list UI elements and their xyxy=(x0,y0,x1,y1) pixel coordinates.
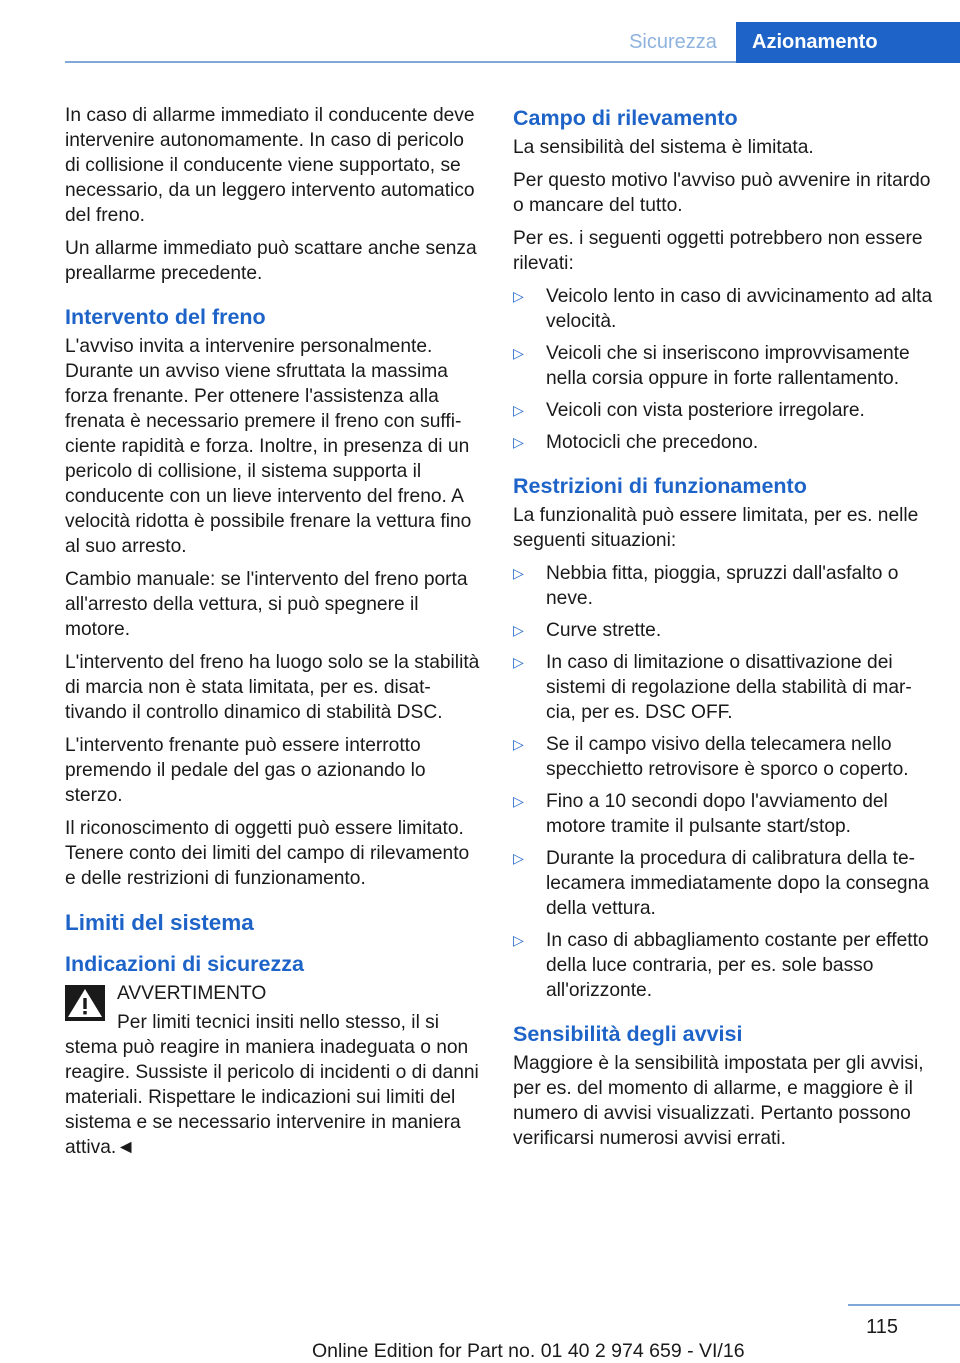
paragraph-allarme-immediato: In caso di allarme immediato il conducente deve intervenire autonomamente. In caso di pericolo di collisione il conducente viene supportato, se necessario, da un leggero intervento automatico del freno. xyxy=(65,105,475,226)
triangle-right-icon: ▷ xyxy=(513,288,524,304)
paragraph-riconoscimento: Il riconoscimento di oggetti può essere limitato. Tenere conto dei limiti del campo di rilevamento e delle restrizioni di funzionamento. xyxy=(65,818,470,889)
paragraph-cambio-manuale: Cambio manuale: se l'intervento del freno porta all'arresto della vettura, si può spegnere il motore. xyxy=(65,569,468,640)
right-column xyxy=(513,103,933,1159)
page-number: 115 xyxy=(866,1316,898,1338)
tab-azionamento[interactable]: Azionamento xyxy=(736,22,960,63)
list-item: ▷ Veicoli che si inseriscono improvvisamente nella corsia oppure in forte rallentamento. xyxy=(513,343,910,389)
paragraph-sensibilita-limitata: La sensibilità del sistema è limitata. xyxy=(513,137,814,158)
heading-restrizioni-funzionamento: Restrizioni di funzionamento xyxy=(513,474,807,498)
paragraph-funzionalita: La funzionalità può essere limitata, per es. nelle seguenti situazioni: xyxy=(513,505,919,551)
heading-intervento-freno: Intervento del freno xyxy=(65,305,266,329)
triangle-right-icon: ▷ xyxy=(513,850,524,866)
heading-campo-rilevamento: Campo di rilevamento xyxy=(513,106,738,130)
paragraph-avviso-ritardo: Per questo motivo l'avviso può avvenire in ritardo o mancare del tutto. xyxy=(513,170,931,216)
warning-lead: Per limiti tecnici insiti nello stesso, il si xyxy=(117,1012,440,1033)
paragraph-interrotto: L'intervento frenante può essere interrotto premendo il pedale del gas o azionando lo sterzo. xyxy=(65,735,426,806)
paragraph-stabilita: L'intervento del freno ha luogo solo se la stabilità di marcia non è stata limitata, per es. disattivando il controllo dinamico di stabilità DSC. xyxy=(65,652,480,723)
triangle-right-icon: ▷ xyxy=(513,793,524,809)
triangle-right-icon: ▷ xyxy=(513,622,524,638)
list-item: ▷ Veicoli con vista posteriore irregolare. xyxy=(513,400,865,421)
left-column xyxy=(65,103,480,1168)
edition-note: Online Edition for Part no. 01 40 2 974 659 - VI/16 xyxy=(312,1340,745,1362)
triangle-right-icon: ▷ xyxy=(513,654,524,670)
warning-title: AVVERTIMENTO xyxy=(117,983,267,1004)
heading-limiti-sistema: Limiti del sistema xyxy=(65,910,254,935)
list-item: ▷ In caso di abbagliamento costante per effetto della luce contraria, per es. sole basso all'orizzonte. xyxy=(513,930,929,1001)
list-item: ▷ Se il campo visivo della telecamera nello specchietto retrovisore è sporco o coperto. xyxy=(513,734,909,780)
triangle-right-icon: ▷ xyxy=(513,345,524,361)
list-item: ▷ Veicolo lento in caso di avvicinamento ad alta velocità. xyxy=(513,286,933,332)
tab-sicurezza[interactable]: Sicurezza xyxy=(629,31,717,53)
list-item: ▷ Nebbia fitta, pioggia, spruzzi dall'asfalto o neve. xyxy=(513,563,899,609)
list-item: ▷ In caso di limitazione o disattivazione dei sistemi di regolazione della stabilità di marcia, per es. DSC OFF. xyxy=(513,652,912,723)
heading-sensibilita-avvisi: Sensibilità degli avvisi xyxy=(513,1022,743,1046)
list-situazioni xyxy=(513,561,933,1003)
paragraph-avviso: L'avviso invita a intervenire personalmente. Durante un avviso viene sfruttata la massima forza frenante. Per ottenere l'assistenza alla frenata è necessario premere il freno con sufficiente rapidità e forza. Inoltre, in presenza di un pericolo di collisione, il sistema supporta il conducente con un lieve intervento del freno. A velocità ridotta è possibile frenare la vettura fino al suo arresto. xyxy=(65,336,472,557)
list-item: ▷ Durante la procedura di calibratura della telecamera immediatamente dopo la consegna della vettura. xyxy=(513,848,929,919)
heading-indicazioni-sicurezza: Indicazioni di sicurezza xyxy=(65,952,304,976)
triangle-right-icon: ▷ xyxy=(513,565,524,581)
paragraph-allarme-senza-preallarme: Un allarme immediato può scattare anche senza preallarme precedente. xyxy=(65,238,477,284)
warning-text: stema può reagire in maniera inadeguata o non reagire. Sussiste il pericolo di incidenti o di danni materiali. Rispettare le indicazioni sui limiti del sistema e se necessario intervenire in maniera attiva.◄ xyxy=(65,1037,479,1158)
paragraph-sensibilita-avvisi: Maggiore è la sensibilità impostata per gli avvisi, per es. del momento di allarme, e maggiore è il numero di avvisi visualizzati. Pertanto possono verificarsi numerosi avvisi errati. xyxy=(513,1053,924,1149)
list-item: ▷ Motocicli che precedono. xyxy=(513,432,759,453)
warning-box xyxy=(65,981,480,1035)
triangle-right-icon: ▷ xyxy=(513,736,524,752)
footer-rule xyxy=(848,1304,960,1306)
list-item: ▷ Curve strette. xyxy=(513,620,662,641)
paragraph-oggetti: Per es. i seguenti oggetti potrebbero non essere rilevati: xyxy=(513,228,923,274)
list-item: ▷ Fino a 10 secondi dopo l'avviamento del motore tramite il pulsante start/stop. xyxy=(513,791,888,837)
warning-triangle-icon xyxy=(65,985,105,1021)
triangle-right-icon: ▷ xyxy=(513,402,524,418)
list-oggetti-non-rilevati xyxy=(513,284,933,455)
triangle-right-icon: ▷ xyxy=(513,932,524,948)
triangle-right-icon: ▷ xyxy=(513,434,524,450)
